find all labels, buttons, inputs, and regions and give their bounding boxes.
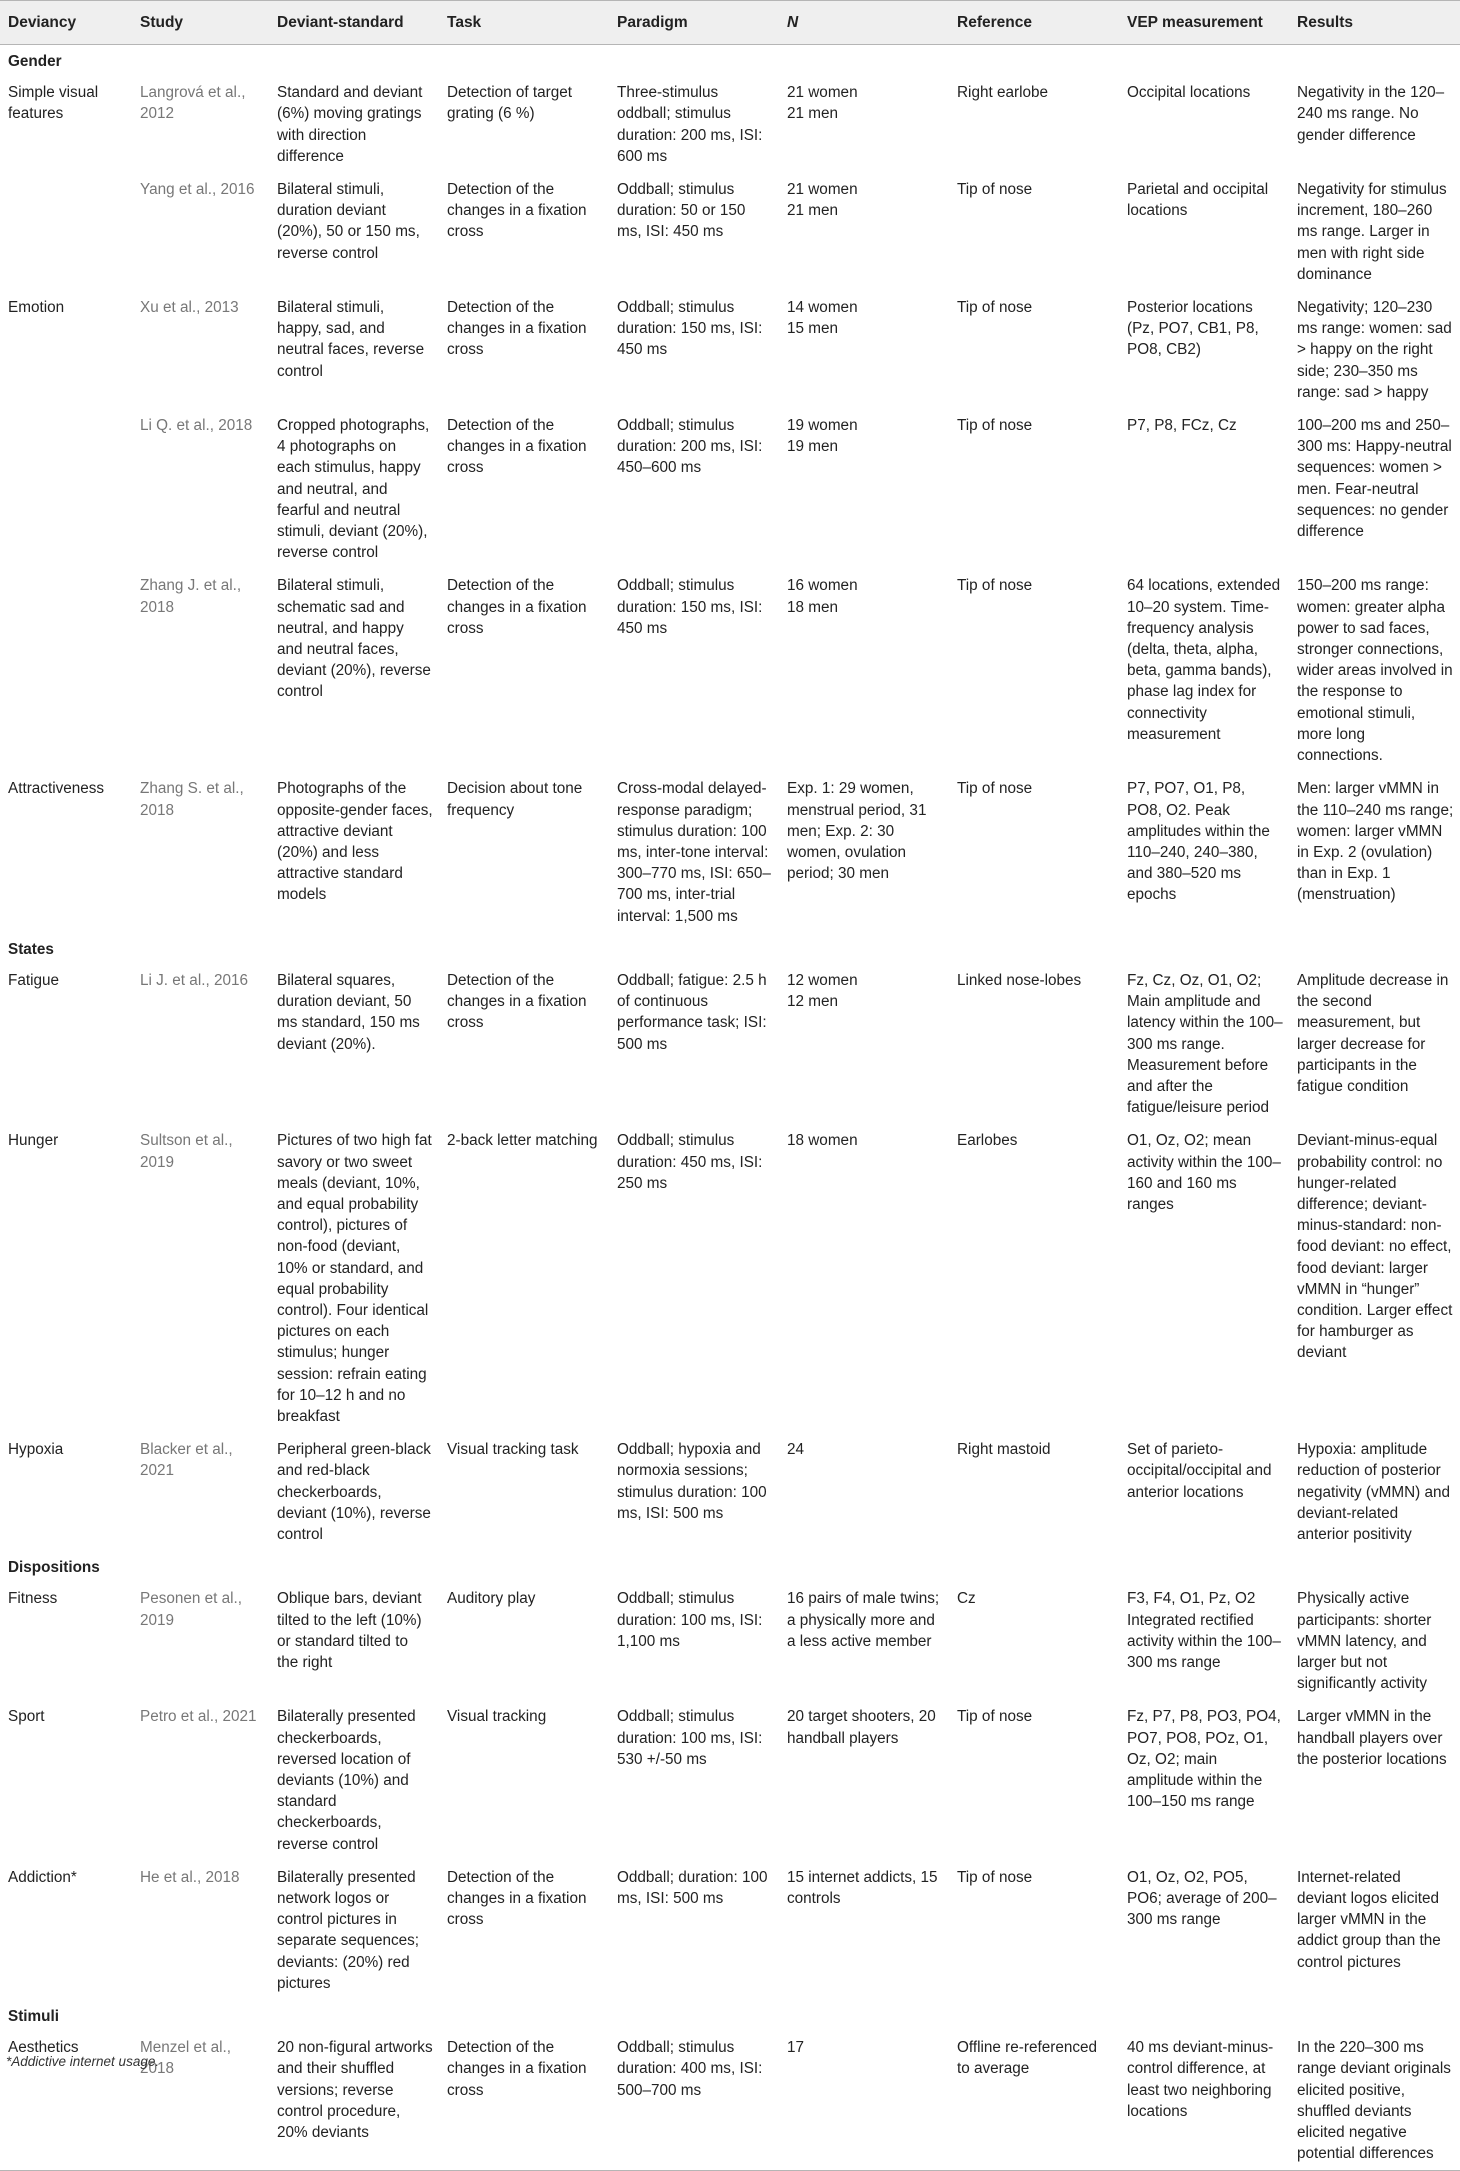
cell-study: Xu et al., 2013 bbox=[140, 299, 239, 317]
cell-results: Negativity for stimulus increment, 180–260 ms range. Larger in men with right side dominance bbox=[1297, 181, 1447, 283]
table-body bbox=[0, 45, 1460, 2171]
cell-n: 15 internet addicts, 15 controls bbox=[787, 1868, 938, 1908]
cell-reference: Tip of nose bbox=[957, 181, 1033, 199]
header-paradigm: Paradigm bbox=[609, 1, 779, 45]
cell-task: Visual tracking bbox=[447, 1708, 547, 1726]
cell-n: 18 women bbox=[787, 1132, 858, 1150]
header-results: Results bbox=[1289, 1, 1460, 45]
cell-reference: Cz bbox=[957, 1590, 976, 1608]
table-row bbox=[0, 1700, 1460, 1860]
cell-deviant-standard: Oblique bars, deviant tilted to the left (10%) or standard tilted to the right bbox=[277, 1590, 422, 1672]
cell-study: Zhang J. et al., 2018 bbox=[140, 577, 242, 616]
cell-study: Blacker et al., 2021 bbox=[140, 1441, 233, 1480]
cell-paradigm: Oddball; stimulus duration: 100 ms, ISI: 1,100 ms bbox=[617, 1590, 763, 1650]
cell-results: Negativity in the 120–240 ms range. No gender difference bbox=[1297, 84, 1445, 144]
cell-task: Detection of the changes in a fixation cross bbox=[447, 1868, 587, 1929]
cell-n: Exp. 1: 29 women, menstrual period, 31 men; Exp. 2: 30 women, ovulation period; 30 men bbox=[787, 780, 927, 883]
table-footnote: *Addictive internet usage. bbox=[6, 2054, 160, 2069]
table-row bbox=[0, 772, 1460, 932]
cell-deviant-standard: Photographs of the opposite-gender faces, attractive deviant (20%) and less attractive standard models bbox=[277, 780, 433, 904]
cell-results: Amplitude decrease in the second measurement, but larger decrease for participants in the fatigue condition bbox=[1297, 971, 1449, 1095]
cell-paradigm: Oddball; stimulus duration: 200 ms, ISI: 450–600 ms bbox=[617, 417, 763, 477]
cell-deviancy bbox=[0, 569, 132, 772]
section-title: Dispositions bbox=[8, 1559, 100, 1577]
cell-task: Detection of the changes in a fixation cross bbox=[447, 577, 587, 637]
cell-vep-measurement: O1, Oz, O2; mean activity within the 100–160 and 160 ms ranges bbox=[1127, 1132, 1281, 1213]
section-row bbox=[0, 1551, 1460, 1582]
cell-reference: Offline re-referenced to average bbox=[949, 2031, 1119, 2171]
table-row bbox=[0, 76, 1460, 173]
cell-reference: Earlobes bbox=[957, 1132, 1018, 1150]
cell-n: 21 women 21 men bbox=[787, 84, 858, 123]
cell-results: Hypoxia: amplitude reduction of posterior negativity (vMMN) and deviant-related anterior positivity bbox=[1297, 1441, 1451, 1543]
cell-task: 2-back letter matching bbox=[447, 1132, 598, 1150]
table-row bbox=[0, 1861, 1460, 2000]
cell-reference: Tip of nose bbox=[957, 577, 1033, 595]
cell-paradigm: Oddball; stimulus duration: 450 ms, ISI: 250 ms bbox=[617, 1132, 763, 1192]
cell-paradigm: Three-stimulus oddball; stimulus duration: 200 ms, ISI: 600 ms bbox=[617, 84, 763, 165]
cell-n: 19 women 19 men bbox=[787, 417, 858, 456]
header-task: Task bbox=[439, 1, 609, 45]
header-study: Study bbox=[132, 1, 269, 45]
cell-study: Pesonen et al., 2019 bbox=[140, 1590, 243, 1629]
cell-vep-measurement: Posterior locations (Pz, PO7, CB1, P8, PO8, CB2) bbox=[1127, 299, 1259, 359]
cell-study: Langrová et al., 2012 bbox=[140, 84, 246, 123]
cell-task: Decision about tone frequency bbox=[447, 780, 583, 819]
cell-deviancy: Attractiveness bbox=[8, 780, 105, 798]
table-row bbox=[0, 964, 1460, 1124]
cell-reference: Tip of nose bbox=[957, 1868, 1033, 1886]
section-title: Gender bbox=[8, 53, 62, 70]
cell-paradigm: Cross-modal delayed-response paradigm; stimulus duration: 100 ms, inter-tone interval: 300–770 ms, ISI: 650–700 ms, inter-trial interval: 1,500 ms bbox=[617, 780, 771, 925]
cell-reference: Tip of nose bbox=[957, 780, 1033, 798]
header-n: N bbox=[779, 1, 949, 45]
header-deviancy: Deviancy bbox=[0, 1, 132, 45]
cell-n: 20 target shooters, 20 handball players bbox=[787, 1708, 936, 1747]
cell-vep-measurement: 64 locations, extended 10–20 system. Time-frequency analysis (delta, theta, alpha, beta, gamma bands), phase lag index for connectivity measurement bbox=[1127, 577, 1281, 743]
cell-paradigm: Oddball; hypoxia and normoxia sessions; stimulus duration: 100 ms, ISI: 500 ms bbox=[617, 1441, 767, 1522]
cell-vep-measurement: P7, P8, FCz, Cz bbox=[1127, 417, 1237, 435]
cell-reference: Tip of nose bbox=[957, 299, 1033, 317]
cell-task: Detection of the changes in a fixation cross bbox=[447, 417, 587, 477]
cell-n: 14 women 15 men bbox=[787, 299, 858, 338]
table-row bbox=[0, 173, 1460, 291]
cell-reference: Tip of nose bbox=[957, 417, 1033, 435]
cell-deviancy: Fatigue bbox=[8, 971, 60, 989]
cell-results: 100–200 ms and 250–300 ms: Happy-neutral sequences: women > men. Fear-neutral sequences: no gender difference bbox=[1297, 417, 1452, 541]
cell-n: 16 pairs of male twins; a physically more and a less active member bbox=[787, 1590, 940, 1650]
cell-deviant-standard: Pictures of two high fat savory or two sweet meals (deviant, 10%, and equal probability control), pictures of non-food (deviant, 10% or standard, and equal probability control). Four identical pictures on each stimulus; hunger session: refrain eating for 10–12 h and no breakfast bbox=[277, 1132, 432, 1425]
cell-results: In the 220–300 ms range deviant originals elicited positive, shuffled deviants elicited negative potential differences bbox=[1289, 2031, 1460, 2171]
table-row bbox=[0, 409, 1460, 569]
cell-vep-measurement: 40 ms deviant-minus-control difference, at least two neighboring locations bbox=[1119, 2031, 1289, 2171]
cell-results: Men: larger vMMN in the 110–240 ms range; women: larger vMMN in Exp. 2 (ovulation) than in Exp. 1 (menstruation) bbox=[1297, 780, 1454, 904]
cell-paradigm: Oddball; stimulus duration: 150 ms, ISI: 450 ms bbox=[617, 299, 763, 359]
cell-deviant-standard: Standard and deviant (6%) moving gratings with direction difference bbox=[277, 84, 423, 165]
cell-task: Detection of the changes in a fixation cross bbox=[447, 299, 587, 359]
cell-task: Visual tracking task bbox=[447, 1441, 579, 1459]
header-vep-measurement: VEP measurement bbox=[1119, 1, 1289, 45]
cell-paradigm: Oddball; stimulus duration: 150 ms, ISI: 450 ms bbox=[617, 577, 763, 637]
cell-deviancy: Hypoxia bbox=[8, 1441, 64, 1459]
cell-deviant-standard: 20 non-figural artworks and their shuffled versions; reverse control procedure, 20% deviants bbox=[269, 2031, 439, 2171]
table-row bbox=[0, 1124, 1460, 1433]
cell-deviant-standard: Bilateral stimuli, duration deviant (20%), 50 or 150 ms, reverse control bbox=[277, 181, 420, 262]
cell-deviant-standard: Bilateral stimuli, schematic sad and neutral, and happy and neutral faces, deviant (20%), reverse control bbox=[277, 577, 431, 701]
cell-task: Detection of the changes in a fixation cross bbox=[447, 971, 587, 1032]
cell-deviant-standard: Cropped photographs, 4 photographs on each stimulus, happy and neutral, and fearful and neutral stimuli, deviant (20%), reverse control bbox=[277, 417, 430, 562]
cell-study: Zhang S. et al., 2018 bbox=[140, 780, 244, 819]
cell-reference: Linked nose-lobes bbox=[957, 971, 1082, 989]
cell-deviant-standard: Bilateral stimuli, happy, sad, and neutral faces, reverse control bbox=[277, 299, 425, 380]
table-row bbox=[0, 1433, 1460, 1551]
cell-vep-measurement: P7, PO7, O1, P8, PO8, O2. Peak amplitudes within the 110–240, 240–380, and 380–520 ms epochs bbox=[1127, 780, 1270, 904]
cell-study: Sultson et al., 2019 bbox=[140, 1132, 233, 1171]
cell-paradigm: Oddball; stimulus duration: 400 ms, ISI: 500–700 ms bbox=[609, 2031, 779, 2171]
cell-vep-measurement: Fz, P7, P8, PO3, PO4, PO7, PO8, POz, O1, Oz, O2; main amplitude within the 100–150 ms range bbox=[1127, 1708, 1281, 1811]
cell-deviancy: Aesthetics bbox=[0, 2031, 132, 2171]
cell-n: 17 bbox=[779, 2031, 949, 2171]
section-title: States bbox=[8, 940, 54, 958]
cell-paradigm: Oddball; stimulus duration: 100 ms, ISI: 530 +/-50 ms bbox=[617, 1708, 763, 1768]
section-row bbox=[0, 933, 1460, 964]
cell-task: Auditory play bbox=[447, 1590, 536, 1608]
cell-vep-measurement: O1, Oz, O2, PO5, PO6; average of 200–300 ms range bbox=[1127, 1868, 1277, 1929]
cell-task: Detection of target grating (6 %) bbox=[447, 84, 572, 123]
cell-vep-measurement: Occipital locations bbox=[1127, 84, 1251, 102]
cell-vep-measurement: F3, F4, O1, Pz, O2 Integrated rectified activity within the 100–300 ms range bbox=[1127, 1590, 1281, 1672]
header-reference: Reference bbox=[949, 1, 1119, 45]
cell-reference: Tip of nose bbox=[957, 1708, 1033, 1726]
cell-results: Negativity; 120–230 ms range: women: sad > happy on the right side; 230–350 ms range: sad > happy bbox=[1297, 299, 1452, 401]
cell-deviancy: Hunger bbox=[8, 1132, 59, 1150]
cell-deviancy: Addiction* bbox=[8, 1868, 77, 1886]
section-row bbox=[0, 2000, 1460, 2031]
cell-results: Deviant-minus-equal probability control: no hunger-related difference; deviant-minus-standard: non-food deviant: no effect, food deviant: larger vMMN in “hunger” condition. Larger effect for hamburger as deviant bbox=[1297, 1132, 1453, 1362]
cell-results: Physically active participants: shorter vMMN latency, and larger but not significantly activity bbox=[1297, 1590, 1432, 1693]
cell-vep-measurement: Fz, Cz, Oz, O1, O2; Main amplitude and latency within the 100–300 ms range. Measurement before and after the fatigue/leisure period bbox=[1127, 971, 1283, 1117]
cell-deviancy: Sport bbox=[8, 1708, 45, 1726]
header-row bbox=[0, 1, 1460, 45]
cell-study: Menzel et al., 2018 bbox=[132, 2031, 269, 2171]
table-row bbox=[0, 1582, 1460, 1700]
cell-reference: Right earlobe bbox=[957, 84, 1048, 102]
cell-paradigm: Oddball; fatigue: 2.5 h of continuous performance task; ISI: 500 ms bbox=[617, 971, 767, 1053]
cell-reference: Right mastoid bbox=[957, 1441, 1051, 1459]
table-row bbox=[0, 569, 1460, 772]
header-deviant-standard: Deviant-standard bbox=[269, 1, 439, 45]
cell-results: Larger vMMN in the handball players over the posterior locations bbox=[1297, 1708, 1447, 1768]
cell-results: 150–200 ms range: women: greater alpha power to sad faces, stronger connections, wider areas involved in the response to emotional stimuli, more long connections. bbox=[1297, 577, 1453, 765]
cell-n: 16 women 18 men bbox=[787, 577, 858, 616]
cell-deviancy bbox=[0, 409, 132, 569]
cell-paradigm: Oddball; stimulus duration: 50 or 150 ms, ISI: 450 ms bbox=[617, 181, 746, 241]
cell-deviant-standard: Bilaterally presented network logos or control pictures in separate sequences; deviants: (20%) red pictures bbox=[277, 1868, 420, 1992]
cell-study: Petro et al., 2021 bbox=[140, 1708, 257, 1726]
cell-study: He et al., 2018 bbox=[140, 1868, 240, 1886]
cell-n: 21 women 21 men bbox=[787, 181, 858, 220]
cell-task: Detection of the changes in a fixation cross bbox=[447, 181, 587, 241]
cell-task: Detection of the changes in a fixation cross bbox=[439, 2031, 609, 2171]
cell-n: 24 bbox=[787, 1441, 805, 1459]
cell-deviancy: Simple visual features bbox=[8, 84, 99, 123]
cell-n: 12 women 12 men bbox=[787, 971, 858, 1011]
cell-deviant-standard: Bilateral squares, duration deviant, 50 ms standard, 150 ms deviant (20%). bbox=[277, 971, 420, 1053]
section-title: Stimuli bbox=[8, 2008, 59, 2026]
cell-vep-measurement: Set of parieto-occipital/occipital and anterior locations bbox=[1127, 1441, 1272, 1501]
cell-study: Yang et al., 2016 bbox=[140, 181, 255, 199]
cell-vep-measurement: Parietal and occipital locations bbox=[1127, 181, 1269, 220]
table-row bbox=[0, 2031, 1460, 2171]
table-row bbox=[0, 291, 1460, 409]
section-row bbox=[0, 45, 1460, 77]
cell-deviancy: Emotion bbox=[8, 299, 65, 317]
cell-deviancy bbox=[0, 173, 132, 291]
cell-study: Li J. et al., 2016 bbox=[140, 971, 248, 989]
cell-deviant-standard: Bilaterally presented checkerboards, reversed location of deviants (10%) and standard checkerboards, reverse control bbox=[277, 1708, 416, 1853]
cell-deviant-standard: Peripheral green-black and red-black checkerboards, deviant (10%), reverse control bbox=[277, 1441, 431, 1543]
cell-study: Li Q. et al., 2018 bbox=[140, 417, 253, 435]
cell-deviancy: Fitness bbox=[8, 1590, 58, 1608]
cell-results: Internet-related deviant logos elicited larger vMMN in the addict group than the control pictures bbox=[1297, 1868, 1441, 1971]
cell-paradigm: Oddball; duration: 100 ms, ISI: 500 ms bbox=[617, 1868, 768, 1908]
